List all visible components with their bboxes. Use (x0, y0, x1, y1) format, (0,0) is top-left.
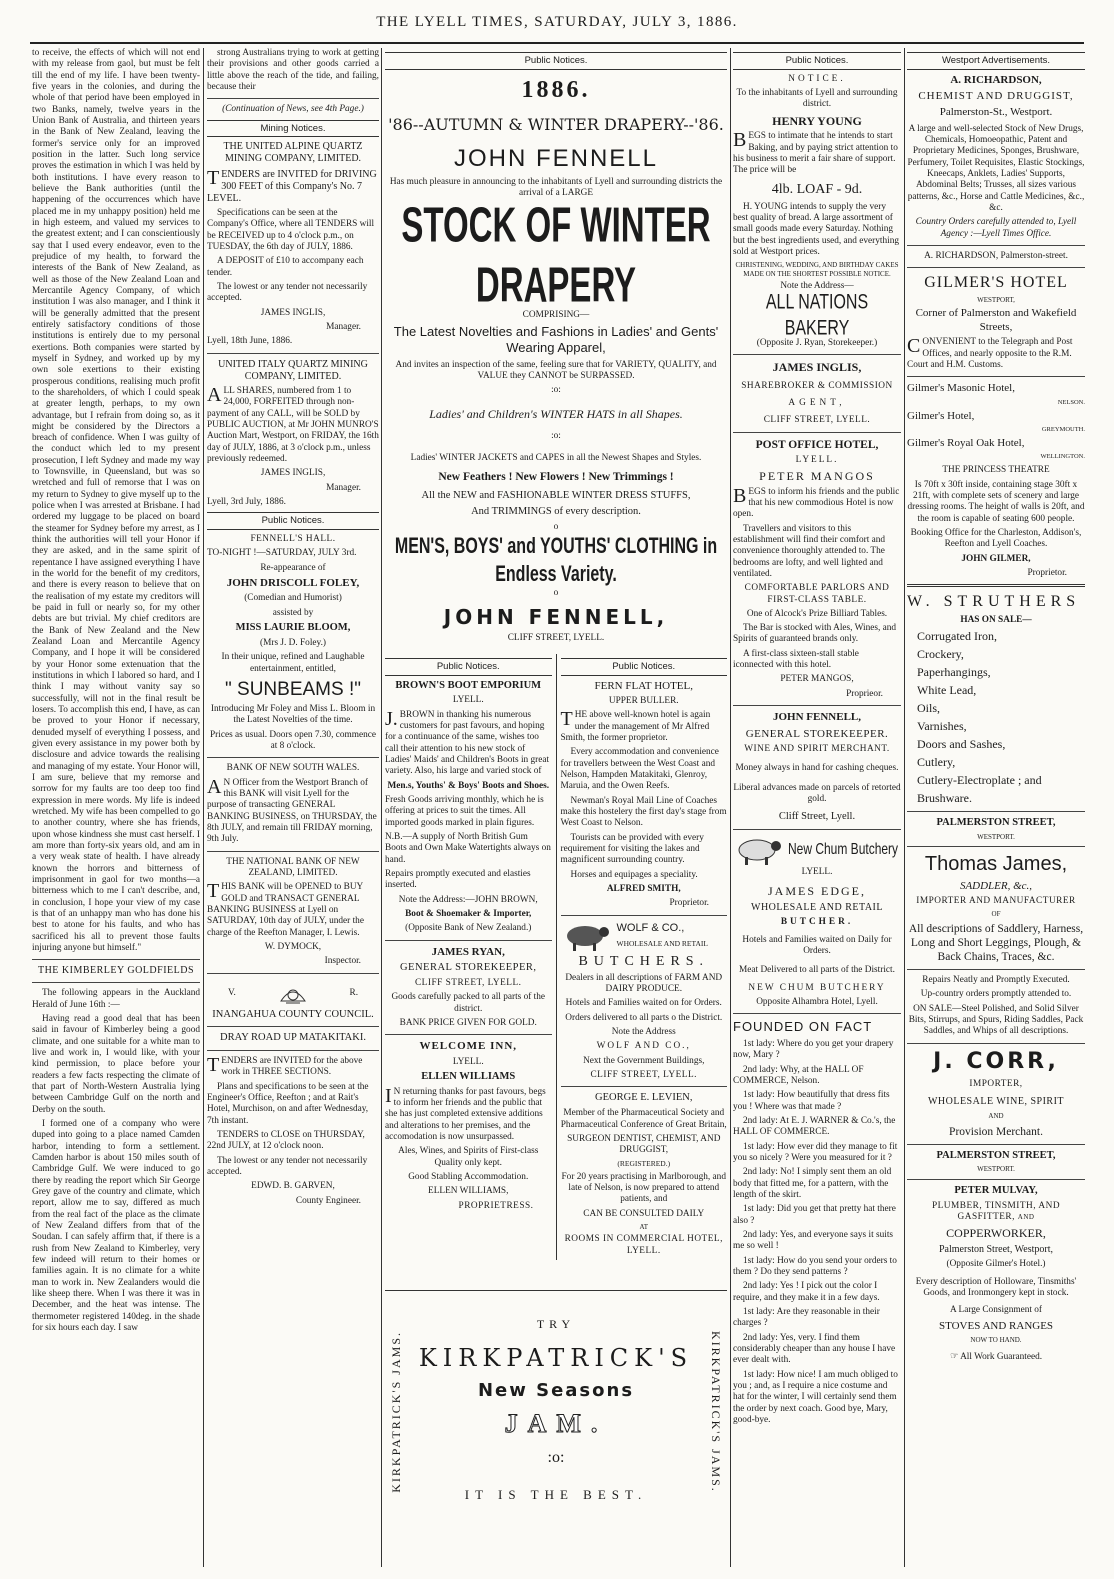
wolf-title-block (617, 922, 728, 951)
column-3 (385, 48, 727, 1290)
dialogue-line: 1st lady: How ever did they manage to fit you so nicely ? Were you measured for it ? (733, 1141, 898, 1163)
ad-body: COMPRISING— (522, 309, 590, 320)
merchant-name: JAMES EDGE, (767, 884, 866, 899)
ad-title: POST OFFICE HOTEL, (755, 438, 879, 451)
ad-signature-role: Proprietor. (1027, 567, 1067, 578)
ad-highlight: 4lb. LOAF - 9d. (771, 181, 863, 197)
ad-body: Hotels and Families waited on Daily for Orders. (742, 934, 892, 956)
divider: o (553, 588, 559, 599)
ad-body: NELSON. (1057, 398, 1085, 406)
ad-highlight: Gilmer's Masonic Hotel, (907, 382, 1015, 395)
jam-side-label: KIRKPATRICK'S JAMS. (709, 1331, 723, 1493)
ad-body: PLUMBER, TINSMITH, AND GASFITTER, and (931, 1200, 1061, 1223)
kimberley-article (32, 988, 200, 1334)
jam-side-label: KIRKPATRICK'S JAMS. (389, 1331, 403, 1493)
ad-body: Ladies' WINTER JACKETS and CAPES in all the Newest Shapes and Styles. (410, 452, 702, 463)
ad-body: H. YOUNG intends to supply the very best quality of bread. A large assortment of small goods made every Saturday. Nothing but the best ingredients used, and everything sold at Westport prices. (733, 201, 900, 257)
ad-body: TENDERS are INVITED for DRIVING 300 FEET of this Company's No. 7 LEVEL. (207, 166, 377, 204)
jam-brand: KIRKPATRICK'S (418, 1344, 694, 1372)
ad-body: WHOLESALE WINE, SPIRIT (927, 1095, 1065, 1107)
vr-crest-row (207, 979, 379, 1009)
merchant-name: Thomas James, (924, 853, 1068, 876)
ad-body: A Large Consignment of (949, 1305, 1042, 1316)
article-paragraph: The following appears in the Auckland Herald of June 16th :— (32, 988, 200, 1010)
dialogue-line: 2nd lady: Why, at the HALL OF COMMERCE, Nelson. (733, 1064, 864, 1086)
masthead-title: THE LYELL TIMES, SATURDAY, JULY 3, 1886. (376, 14, 738, 30)
ad-body: BEGS to inform his friends and the public that his new commodious Hotel is now open. (733, 484, 900, 520)
ad-body: Repairs promptly executed and elasties inserted. (385, 869, 531, 891)
ad-title: THE PRINCESS THEATRE (942, 465, 1050, 476)
ad-title: DRAY ROAD UP MATAKITAKI. (220, 1032, 366, 1044)
ad-highlight: Ladies' and Children's WINTER HATS in all Shapes. (429, 406, 683, 421)
ad-body: And TRIMMINGS of every description. (471, 505, 641, 517)
dialogue-line: 2nd lady: Yes, very. I find them considerably cheaper than any house I have ever dealt with. (733, 1332, 896, 1366)
merchant-name: A. RICHARDSON, (950, 73, 1042, 86)
letter-text: to receive, the effects of which will not end with my release from gaol, but must be felt till the end of my life. I have been twenty-five years in the colonies, and during the whole of that period have been employed in two Banks, namely, twelve years in the Union Bank of Australia, and thirteen years in the Bank of New Zealand, leaving the former's service only for an improved position in the latter. Such long service proves the estimation in which I was held by both institutions. I have every reason to believe the Bank authorities (until the happening of the occurrences which have placed me in my unhappy position) held me in high esteem, and valued my services to the greatest extent; and I can conscientiously say that I used every endeavor, even to the prejudice of my health, to forward the interests of the Bank of New Zealand, as well as those of the New Zealand Loan and Mercantile Agency Company, of which institution I was also manager, and I think it will be generally admitted that the present entirely satisfactory conditions of those institutions is entirely due to my personal exertions. Both companies were started by myself in Sydney, and worked up by my own sole exertions to their existing prosperous conditions, realising much profit to the shareholders, of which I could speak at greater length, perhaps, to my own advantage, but I refrain from doing so, as it might be considered by the Directors a breach of confidence. When I was guilty of the conduct which led to my present prosecution, I left Sydney and made my way to Townsville, in Queensland, but was so wretched and full of remorse that I was on my return to Sydney to give myself up to the police when I was arrested at Brisbane. I had ordered my luggage to be placed on board the steamer for Sydney before my arrest, as I think the authorities will tell your Honor if they are asked, and in the same spirit of repentance I have assigned everything I have in the world for the benefit of my creditors, and there is every reason to believe that on the realisation of my estate my creditors will be paid in full or nearly so, for my other debts are but trivial. My chief creditors are the Bank of New Zealand and the New Zealand Loan and Mercantile Agency Company, and I hope it will be considered by your Honor some extenuation that the institutions in which I labored so hard, and I think I may without vanity say so successfully, will not in the final result be losers. To accomplish this end, I have, as can be proved to your Honor if necessary, denuded myself of everything I possess, and given every assistance in my power both by disclosure and advice towards the realising and managing of my estate. Your Honor will, I am sure, believe that my remorse and sorrow for my faults are too deep too find expression in mere words. My life is indeed wretched. My wife has been compelled to go to another country, where she has friends, upon whose kindness she must cast herself. I am more than forty-six years old, and am in a very weak state of health. I have already known the horrors and bitterness of imprisonment in gaol for two months—a bitterness which to me I can't describe, and, in conclusion, I hope your view of my case is that of an unhappy man who has done his best to atone for his faults, and who has sacrificed his all to prevent those faults injuring anyone but himself." (32, 48, 200, 953)
dialogue-line: 2nd lady: No! I simply sent them an old body that fitted me, for a pattern, with the length of the skirt. (733, 1167, 892, 1200)
address: CLIFF STREET, LYELL. (507, 632, 605, 643)
ad-signature: ALFRED SMITH, (606, 884, 681, 895)
dialogue-line: 1st lady: Did you get that pretty hat there also ? (733, 1204, 896, 1226)
ad-body: And invites an inspection of the same, feeling sure that for VARIETY, QUALITY, and VALUE they CANNOT be SURPASSED. (395, 359, 717, 382)
ad-title: CHEMIST AND DRUGGIST, (918, 89, 1074, 102)
show-title: " SUNBEAMS !" (225, 678, 361, 700)
ad-signature: PETER MANGOS, (780, 674, 854, 685)
ad-body: To the inhabitants of Lyell and surrounding district. (736, 87, 898, 110)
section-heading: Public Notices. (561, 658, 728, 676)
column-5 (907, 48, 1085, 1567)
sale-item: Corrugated Iron, (917, 629, 997, 644)
sheep-icon (561, 921, 613, 953)
ad-body: Has much pleasure in announcing to the inhabitants of Lyell and surrounding districts the arrival of a LARGE (389, 176, 723, 198)
section-heading: Mining Notices. (207, 120, 379, 138)
column-4 (733, 48, 901, 1567)
vr-r: R. (349, 987, 359, 998)
ad-signature: W. DYMOCK, (264, 941, 322, 952)
jam-title: JAM. (504, 1409, 608, 1438)
ad-body: Goods carefully packed to all parts of the district. (391, 992, 546, 1014)
ad-body: AT (639, 1222, 649, 1231)
ad-body: Member of the Pharmaceutical Society and Pharmaceutical Conference of Great Britain, (560, 1108, 727, 1130)
ad-title: UNITED ITALY QUARTZ MINING COMPANY, LIMITED. (218, 358, 368, 382)
dialogue-line: 2nd lady: At E. J. WARNER & Co.'s, the HALL OF COMMERCE. (733, 1115, 896, 1138)
ad-body: SADDLER, &c., (959, 879, 1033, 892)
ad-signature: EDWD. B. GARVEN, (251, 1181, 335, 1192)
ad-highlight: ELLEN WILLIAMS (421, 1070, 516, 1082)
ad-signature-role: Proprietor. (669, 898, 709, 909)
ad-body: Hotels and Families waited on for Orders. (565, 998, 722, 1009)
merchant-name: JAMES INGLIS, (772, 359, 862, 374)
ad-body: Note the Address:—JOHN BROWN, (398, 894, 538, 905)
ad-body: (Comedian and Humorist) (244, 593, 342, 604)
ad-body: Up-country orders promptly attended to. (920, 989, 1072, 1000)
ad-body: IN returning thanks for past favours, begs to inform her friends and the public that she has just completed extensive additions and alterations to her premises, and the accomodation is now unsurpassed. (385, 1084, 546, 1143)
column-rule (381, 48, 382, 1567)
divider: :o: (551, 385, 561, 396)
section-heading: Public Notices. (385, 658, 552, 676)
ad-body: COMFORTABLE PARLORS AND FIRST-CLASS TABLE. (744, 583, 890, 605)
ad-body: LYELL. (452, 695, 484, 706)
ad-body: GENERAL STOREKEEPER, (399, 962, 537, 974)
sale-item: Crockery, (917, 647, 964, 662)
ad-title: FERN FLAT HOTEL, (594, 679, 693, 692)
ad-body: OF (991, 910, 1001, 919)
ad-highlight: New Feathers ! New Flowers ! New Trimmings ! (438, 471, 674, 484)
ad-body: (Mrs J. D. Foley.) (259, 637, 327, 648)
pointing-hand-icon: ☞ (949, 1352, 959, 1363)
sale-list (907, 629, 1085, 806)
ad-body: Orders delivered to all parts o the District. (565, 1012, 723, 1023)
ad-body: CLIFF STREET, LYELL. (414, 977, 522, 988)
ad-signature-role: Manager. (326, 482, 361, 493)
ad-body: Dealers in all descriptions of FARM AND DAIRY PRODUCE. (565, 972, 723, 995)
ad-body: Country Orders carefully attended to, Lyell Agency :—Lyell Times Office. (915, 217, 1077, 239)
ad-body: For 20 years practising in Marlborough, and late of Nelson, is now prepared to attend patients, and (561, 1171, 726, 1205)
dialogue-line: 1st lady: Where do you get your drapery now, Mary ? (733, 1039, 894, 1061)
ad-body: Corner of Palmerston and Wakefield Streets, (915, 307, 1077, 333)
ad-body: Cliff Street, Lyell. (778, 811, 856, 823)
ad-body: IMPORTER, (969, 1078, 1023, 1089)
ad-body: CHRISTENING, WEDDING, AND BIRTHDAY CAKES MADE ON THE SHORTEST POSSIBLE NOTICE. (735, 261, 899, 278)
ad-body (907, 1352, 1085, 1363)
ad-highlight: NEW CHUM BUTCHERY (748, 982, 886, 993)
notices-two-column (385, 654, 727, 1260)
ad-highlight: Gilmer's Royal Oak Hotel, (907, 436, 1025, 449)
divider: :o: (551, 431, 561, 442)
ad-body: BANK PRICE GIVEN FOR GOLD. (399, 1017, 537, 1028)
ad-body: LYELL. (801, 867, 833, 878)
sale-item: Doors and Sashes, (917, 737, 1006, 752)
ad-body: CONVENIENT to the Telegraph and Post Offices, and nearly opposite to the R.M. Court and H.M. Customs. (907, 335, 1073, 370)
ad-body: Newman's Royal Mail Line of Coaches make this hostelery the first day's stage from West Coast to Nelson. (560, 795, 727, 829)
wolf-header (561, 921, 728, 953)
ad-highlight: SURGEON DENTIST, CHEMIST, AND DRUGGIST, (567, 1133, 721, 1156)
ad-body: Meat Delivered to all parts of the District. (739, 965, 895, 976)
ad-highlight: BUTCHER. (780, 917, 854, 928)
ad-body: WESTPORT. (977, 832, 1015, 841)
column-rule (730, 48, 731, 1567)
ad-date: Lyell, 18th June, 1886. (207, 336, 293, 347)
dialogue-line: 1st lady: How nice! I am much obliged to you ; and, as I require a nice costume and hat for the winter, I will certainly send them the order by next coach. Good bye, Mary, good-bye. (733, 1369, 898, 1425)
ad-title: BROWN'S BOOT EMPORIUM (395, 679, 542, 691)
sheep-icon (733, 835, 785, 867)
article-intro: strong Australians trying to work at getting their provisions and other goods carried a little above the reach of the tide, and failing, because their (207, 48, 379, 92)
merchant-name: PETER MANGOS (759, 468, 875, 483)
ad-body: Liberal advances made on parcels of retorted gold. (733, 782, 901, 804)
ad-body: WOLF AND CO., (596, 1041, 691, 1052)
ad-signature: JAMES INGLIS, (260, 468, 326, 479)
ad-body: WELLINGTON. (1040, 453, 1085, 461)
ad-highlight: Gilmer's Hotel, (907, 409, 975, 422)
ad-highlight: BUTCHERS. (578, 953, 710, 969)
ad-body: N.B.—A supply of North British Gum Boots and Own Make Watertights always on hand. (385, 832, 551, 865)
ad-body: One of Alcock's Prize Billiard Tables. (746, 608, 888, 619)
ad-signature-role: Proprieor. (846, 688, 883, 699)
ad-body: In their unique, refined and Laughable entertainment, entitled, (221, 652, 365, 674)
divider: :o: (547, 1449, 565, 1466)
ad-body: All Work Guaranteed. (960, 1352, 1043, 1363)
sale-item: Cutlery, (917, 755, 956, 770)
ad-body: NOW TO HAND. (970, 1335, 1022, 1344)
ad-body: Booking Office for the Charleston, Addison's, Reefton and Lyell Coaches. (910, 527, 1082, 550)
masthead (30, 14, 1084, 44)
ad-highlight: The Latest Novelties and Fashions in Ladies' and Gents' Wearing Apparel, (393, 324, 719, 355)
ad-body: WHOLESALE AND RETAIL (616, 938, 708, 948)
dialogue-line: 1st lady: Are they reasonable in their charges ? (733, 1306, 880, 1329)
divider: o (553, 521, 559, 532)
ad-date: Lyell, 3rd July, 1886. (207, 497, 286, 508)
ad-body: Opposite Alhambra Hotel, Lyell. (756, 996, 878, 1007)
section-heading: Westport Advertisements. (907, 52, 1085, 70)
ad-body: Good Stabling Accommodation. (408, 1172, 529, 1183)
ad-title: GEORGE E. LEVIEN, (595, 1092, 693, 1104)
ad-body: UPPER BULLER. (608, 696, 679, 707)
ad-body: Horses and equipages a speciality. (570, 869, 698, 880)
notices-right (556, 654, 728, 1260)
ad-title: BANK OF NEW SOUTH WALES. (226, 763, 360, 774)
ad-body: GENERAL STOREKEEPER. (745, 727, 889, 740)
season-heading: '86--AUTUMN & WINTER DRAPERY--'86. (388, 114, 724, 134)
ad-highlight: COPPERWORKER, (946, 1226, 1046, 1241)
column-2 (207, 48, 379, 1567)
merchant-name: HENRY YOUNG (772, 113, 862, 128)
section-heading: Public Notices. (733, 52, 901, 70)
ad-signature-role: County Engineer. (295, 1195, 361, 1206)
merchant-name: GILMER'S HOTEL (924, 274, 1068, 292)
dialogue-line: 1st lady: How do you send your orders to them ? Do they send patterns ? (733, 1255, 897, 1277)
ad-body: (REGISTERED.) (617, 1159, 671, 1169)
ad-body: Plans and specifications to be seen at the Engineer's Office, Reefton ; and at Rait's Hotel, Murchison, on and after Wednesday, 7th instant. (207, 1081, 369, 1126)
stock-heading: STOCK OF WINTER DRAPERY (401, 196, 711, 313)
ad-signature: JAMES INGLIS, (260, 307, 326, 318)
ad-body: Every accommodation and convenience for travellers between the West Coast and Nelson, Hampden Matakitaki, Glenroy, Maruia, and the Owen Reefs. (560, 747, 719, 792)
merchant-name: PETER MULVAY, (954, 1184, 1038, 1196)
merchant-name: JOHN FENNELL, (443, 605, 669, 630)
ad-body: AGENT, (788, 397, 846, 408)
ad-body: AND (988, 1112, 1004, 1121)
ad-body: IMPORTER AND MANUFACTURER (916, 896, 1076, 907)
jam-slogan: IT IS THE BEST. (464, 1487, 648, 1502)
merchant-name: J. CORR, (933, 1048, 1059, 1074)
notices-left (385, 654, 552, 1260)
ad-title: INANGAHUA COUNTY COUNCIL. (212, 1008, 374, 1020)
kimberley-heading: THE KIMBERLEY GOLDFIELDS (37, 965, 195, 977)
ad-signature-role: PROPRIETRESS. (458, 1200, 534, 1211)
ad-body: TENDERS to CLOSE on THURSDAY, 22nd JULY, at 12 o'clock noon. (207, 1130, 365, 1152)
ad-body: LYELL. (452, 1056, 484, 1067)
ad-body: Introducing Mr Foley and Miss L. Bloom in the Latest Novelties of the time. (210, 704, 376, 726)
ad-highlight: PALMERSTON STREET, (936, 817, 1056, 829)
ad-body: AN Officer from the Westport Branch of this BANK will visit Lyell for the purpose of transacting GENERAL BANKING BUSINESS, on THURSDAY, the 8th JULY, and remain till FRIDAY morning, 9th July. (207, 775, 377, 845)
ad-body: WESTPORT, (977, 295, 1015, 304)
column-rule (904, 48, 905, 1567)
ad-body: Next the Government Buildings, (583, 1055, 705, 1066)
ad-body: Prices as usual. Doors open 7.30, commence at 8 o'clock. (209, 729, 376, 751)
ad-body: A. RICHARDSON, Palmerston-street. (924, 251, 1068, 262)
ad-body: assisted by (272, 607, 314, 618)
dialogue-line: 1st lady: How beautifully that dress fits you ! Where was that made ? (733, 1090, 890, 1112)
ad-body: WESTPORT. (977, 1165, 1015, 1174)
ad-title: FENNELL'S HALL. (250, 534, 336, 544)
ad-body: The lowest or any tender not necessarily accepted. (207, 1155, 368, 1178)
ad-body: Ales, Wines, and Spirits of First-class Quality only kept. (398, 1146, 539, 1168)
ad-body: A large and well-selected Stock of New Drugs, Chemicals, Homoeopathic, Patent and Proprietary Medicines, Sponges, Brushware, Perfumery, Toilet Requisites, Elastic Stockings, Kneecaps, Anklets, Ladies' Supports, Abdominal Belts; Trusses, all sizes various patterns, &c., Horse and Cattle Medicines, &c., &c. (907, 123, 1085, 214)
sale-item: Brushware. (917, 791, 972, 806)
ad-body: Specifications can be seen at the Company's Office, where all TENDERS will be RECEIVED up to 4 o'clock p.m., on TUESDAY, the 6th day of JULY, 1886. (207, 208, 375, 253)
performer-name: JOHN DRISCOLL FOLEY, (226, 576, 360, 589)
ad-title: NOTICE. (788, 73, 846, 84)
column-rule (203, 48, 204, 1567)
ad-title: THE UNITED ALPINE QUARTZ MINING COMPANY, LIMITED. (223, 141, 363, 165)
ad-body: Travellers and visitors to this establishment will find their comfort and convenience thoroughly attended to. The bedrooms are lofty, and well lighted and ventilated. (733, 523, 886, 579)
vr-v: V. (227, 987, 236, 998)
ad-body: A first-class sixteen-stall stable iconnected with this hotel. (733, 648, 859, 671)
article-paragraph: Having read a good deal that has been said in favour of Kimberley being a good climate, and one suitable for a white man to live and work in, I would like, with your kind permission, to place before your readers a few facts respecting the climate of that part of North-Western Australia lying between Cambridge Gulf on the north and Derby on the south. (32, 1014, 200, 1115)
ad-body: Palmerston-St., Westport. (939, 106, 1053, 119)
divider (32, 982, 200, 983)
divider (32, 959, 200, 960)
ad-body: THE above well-known hotel is again under the management of Mr Alfred Smith, the former proprietor. (560, 708, 711, 744)
ad-body: Money always in hand for cashing cheques. (735, 763, 899, 774)
section-heading: Public Notices. (385, 52, 727, 70)
article-paragraph: I formed one of a company who were duped into going to a place named Camden harbor, intending to form a settlement. Camden harbor is about 150 miles south of Cambridge Gulf. We were induced to go there by reading the report which Sir George Grey gave of the country and climate, which report, allow me to say, differed as much from the real fact of the place as the climate of New Zealand differs from that of the Soudan. I can safely affirm that, if there is a rush from New Zealand to Kimberley, very few indeed will return to their homes or families again. It is no climate for a white man to work in. New Zealanders would die like sheep there. When I was there it was in December, and the heat was intense. The thermometer registered 140deg. in the shade for six hours each day. I saw (32, 1119, 200, 1333)
ad-signature: JOHN GILMER, (961, 553, 1031, 564)
ad-body: Fresh Goods arriving monthly, which he is offering at prices to suit the times. All imported goods marked in plain figures. (385, 795, 544, 828)
ad-body: HAS ON SALE— (960, 614, 1032, 625)
sale-item: Paperhangings, (917, 665, 991, 680)
ad-highlight: Boot & Shoemaker & Importer, (405, 909, 532, 920)
dialogue (733, 1039, 901, 1426)
ad-body: ON SALE—Steel Polished, and Solid Silver Bits, Stirrups, and Spurs, Riding Saddles, Pack Saddles, and Whips of all descriptions. (908, 1003, 1084, 1037)
ad-body: (Opposite Gilmer's Hotel.) (946, 1259, 1046, 1270)
newchum-header (733, 835, 901, 867)
ad-body: A DEPOSIT of £10 to accompany each tender. (207, 256, 364, 278)
ad-body: THIS BANK will be OPENED to BUY GOLD and TRANSACT GENERAL BANKING BUSINESS at Lyell on SATURDAY, 10th day of JULY, under the charge of the Reefton Manager, I. Lewis. (207, 880, 364, 938)
ad-body: WHOLESALE AND RETAIL (751, 902, 883, 913)
ad-body: (Opposite J. Ryan, Storekeeper.) (756, 337, 878, 348)
ad-title: JAMES RYAN, (431, 945, 505, 958)
ad-body: LYELL. (795, 454, 839, 465)
ad-body: WINE AND SPIRIT MERCHANT. (744, 743, 890, 754)
ad-highlight: ALL NATIONS BAKERY (765, 291, 869, 339)
ad-body: CLIFF STREET, LYELL. (763, 415, 871, 426)
dialogue-line: 2nd lady: Yes, and everyone says it suits me so well ! (733, 1229, 894, 1252)
year-heading: 1886. (521, 76, 591, 103)
continuation-note: (Continuation of News, see 4th Page.) (222, 104, 364, 115)
ad-title: New Chum Butchery (788, 840, 899, 859)
ad-body: All the NEW and FASHIONABLE WINTER DRESS STUFFS, (421, 490, 691, 502)
royal-crest-icon (278, 981, 308, 1007)
jam-advertisement (385, 1290, 727, 1567)
merchant-name: JOHN FENNELL (453, 145, 659, 173)
ad-body: GREYMOUTH. (1041, 425, 1085, 433)
ad-body: The Bar is stocked with Ales, Wines, and Spirits of guaranteed brands only. (733, 623, 897, 645)
ad-body: Note the Address (611, 1027, 676, 1038)
merchant-name: W. STRUTHERS (907, 593, 1081, 611)
ad-highlight: Provision Merchant. (949, 1125, 1043, 1138)
masthead-rule (30, 42, 1084, 44)
sale-item: Oils, (917, 701, 941, 716)
ad-body: Note the Address— (780, 281, 854, 292)
ad-body: The lowest or any tender not necessarily accepted. (207, 282, 368, 304)
ad-title: FOUNDED ON FACT (733, 1019, 873, 1035)
column-1 (32, 48, 200, 1567)
ad-title: WELCOME INN, (419, 1040, 518, 1053)
performer-name: MISS LAURIE BLOOM, (235, 622, 351, 634)
ad-body: Repairs Neatly and Promptly Executed. (922, 975, 1070, 986)
ad-body: Every description of Holloware, Tinsmiths' Goods, and Ironmongery kept in stock. (915, 1276, 1077, 1298)
ad-body: J.BROWN in thanking his numerous customers for past favours, and hoping for a continuance of the same, wishes too call their attention to his new stock of Ladies' Maids' and Children's Boots in great variety. Also, his large and varied stock of (385, 707, 550, 777)
ad-body: SHAREBROKER & COMMISSION (741, 380, 893, 391)
ad-body: TO-NIGHT !—SATURDAY, JULY 3rd. (207, 548, 357, 559)
jam-try: TRY (536, 1317, 576, 1331)
ad-body: BEGS to intimate that he intends to start Baking, and by paying strict attention to his business to merit a fair share of support. The price will be (733, 129, 898, 176)
ad-title: WOLF & CO., (616, 922, 685, 935)
ad-title: THE NATIONAL BANK OF NEW ZEALAND, LIMITED. (226, 856, 360, 878)
ad-highlight: CAN BE CONSULTED DAILY (583, 1208, 705, 1219)
ad-body: Is 70ft x 30ft inside, containing stage 30ft x 21ft, with complete sets of scenery and large dressing rooms. The height of walls is 20ft, and the room is capable of seating 600 people. (907, 479, 1085, 524)
ad-signature: ELLEN WILLIAMS, (428, 1186, 509, 1197)
sale-item: White Lead, (917, 683, 977, 698)
section-heading: Public Notices. (207, 512, 379, 530)
dialogue-line: 2nd lady: Yes ! I pick out the color I require, and they make it in a few days. (733, 1281, 880, 1303)
ad-highlight: MEN'S, BOYS' and YOUTHS' CLOTHING in Endless Variety. (394, 534, 718, 586)
ad-highlight: PALMERSTON STREET, (936, 1149, 1056, 1161)
ad-signature-role: Manager. (326, 322, 361, 333)
ad-body: Re-appearance of (260, 562, 326, 573)
ad-highlight: STOVES AND RANGES (938, 1319, 1054, 1332)
sale-item: Cutlery-Electroplate ; and (917, 773, 1042, 788)
ad-body: Tourists can be provided with every requirement for visiting the lakes and magnificent surrounding country. (560, 832, 704, 866)
sale-item: Varnishes, (917, 719, 967, 734)
ad-body: ROOMS IN COMMERCIAL HOTEL, LYELL. (564, 1234, 723, 1256)
ad-body: ALL SHARES, numbered from 1 to 24,000, FORFEITED through non-payment of any CALL, will be SOLD by PUBLIC AUCTION, at Mr JOHN MUNRO'S Auction Mart, Westport, on FRIDAY, the 16th day of JULY, 1886, at 3 o'clock p.m., unless previously redeemed. (207, 384, 379, 465)
jam-new-seasons: New Seasons (477, 1380, 635, 1401)
ad-body: Palmerston Street, Westport, (939, 1244, 1053, 1255)
ad-body: (Opposite Bank of New Zealand.) (405, 923, 532, 934)
ad-body: TENDERS are INVITED for the above work in THREE SECTIONS. (207, 1054, 363, 1078)
merchant-name: JOHN FENNELL, (772, 711, 861, 724)
ad-body: CLIFF STREET, LYELL. (590, 1070, 697, 1081)
ad-highlight: Men.s, Youths' & Boys' Boots and Shoes. (387, 780, 550, 791)
ad-highlight: All descriptions of Saddlery, Harness, Long and Short Leggings, Plough, & Back Chains, Traces, &c. (908, 923, 1084, 964)
ad-signature-role: Inspector. (324, 956, 361, 967)
